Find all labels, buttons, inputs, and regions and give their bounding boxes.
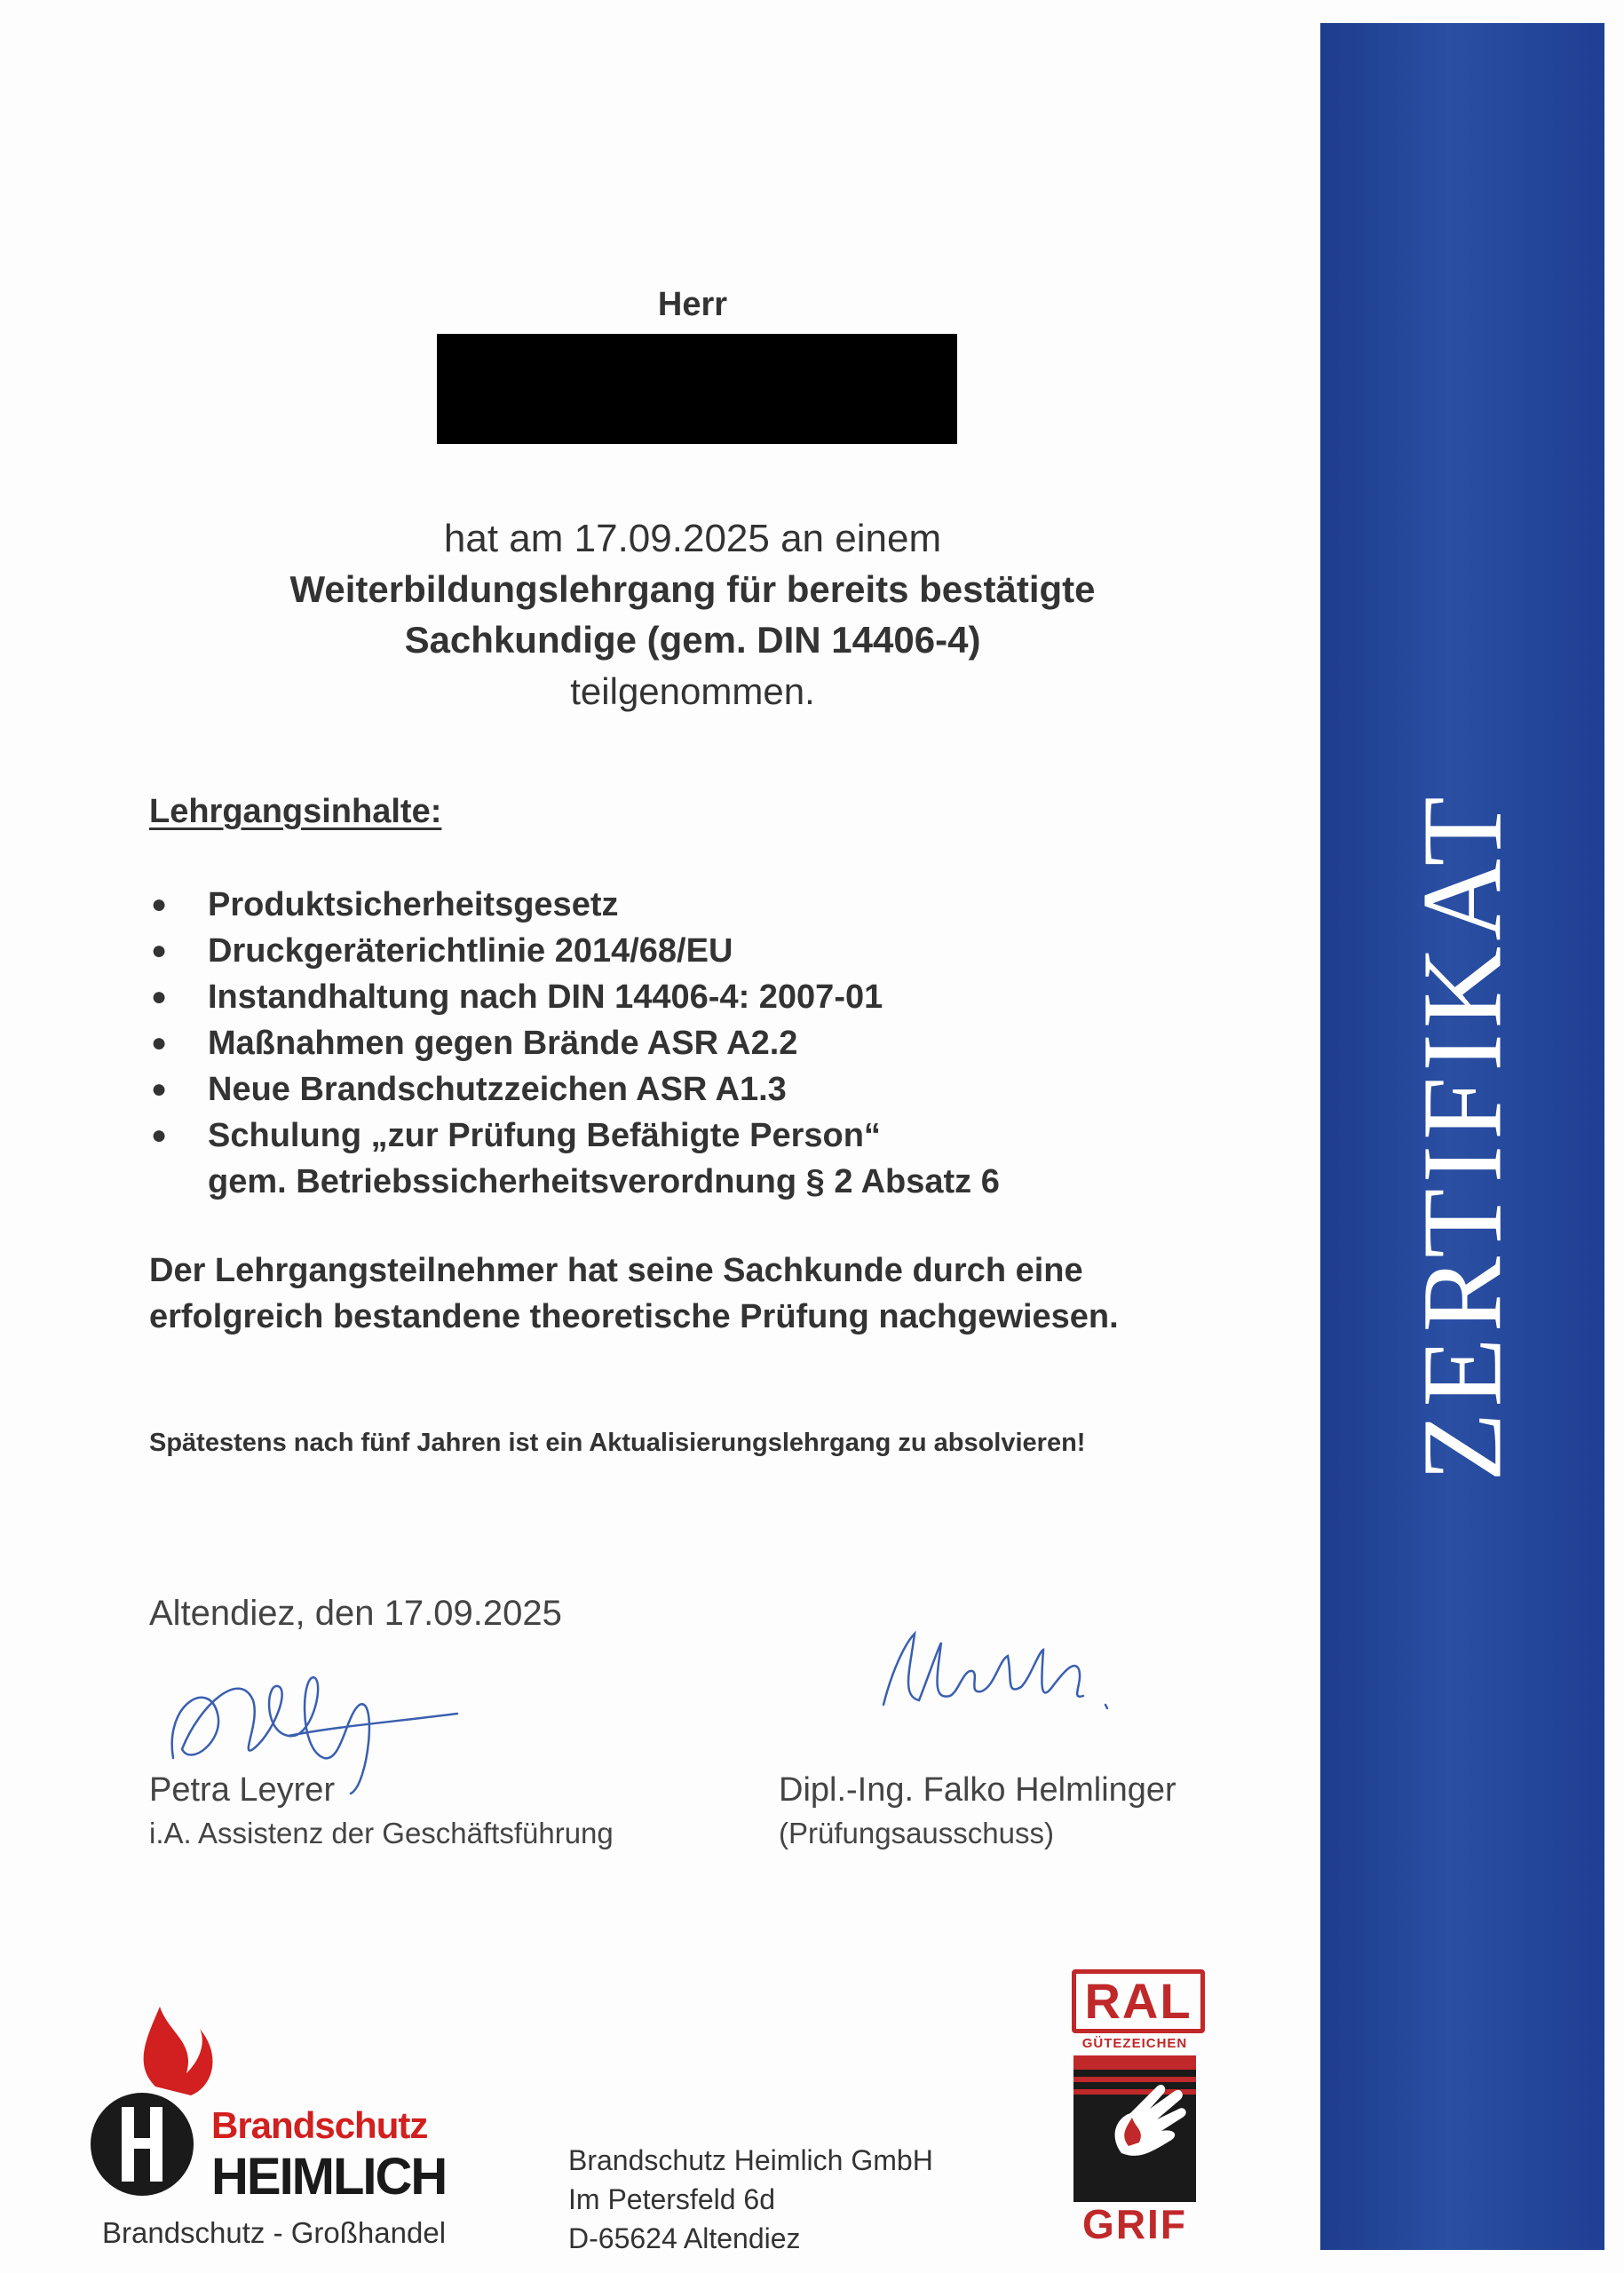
renewal-notice: Spätestens nach fünf Jahren ist ein Aktualisierungslehrgang zu absolvieren! [149, 1429, 1086, 1457]
bullet-icon: ● [151, 1074, 168, 1104]
logo-word-brandschutz: Brandschutz [211, 2104, 428, 2146]
seal-guetezeichen-label: GÜTEZEICHEN [1081, 2036, 1188, 2051]
outro-line: teilgenommen. [570, 670, 815, 712]
list-item: ● Neue Brandschutzzeichen ASR A1.3 [149, 1066, 1215, 1113]
signer-right-name: Dipl.-Ing. Falko Helmlinger [779, 1771, 1176, 1809]
bullet-icon: ● [151, 1028, 168, 1057]
signer-right-role: (Prüfungsausschuss) [779, 1817, 1054, 1849]
signer-left-role: i.A. Assistenz der Geschäftsführung [149, 1817, 614, 1849]
signature-right [866, 1616, 1141, 1740]
course-title-line1: Weiterbildungslehrgang für bereits bestätigte [289, 568, 1096, 610]
contents-list [149, 882, 1215, 1205]
company-tagline: Brandschutz - Großhandel [102, 2216, 447, 2249]
redacted-name-bar [437, 334, 957, 444]
signer-left-name: Petra Leyrer [149, 1771, 336, 1809]
bullet-icon: ● [151, 936, 168, 965]
seal-ral-label: RAL [1072, 1969, 1205, 2033]
proof-statement: Der Lehrgangsteilnehmer hat seine Sachkunde durch eine erfolgreich bestandene theoretische Prüfung nachgewiesen. [149, 1252, 1119, 1335]
intro-line: hat am 17.09.2025 an einem [443, 517, 942, 560]
certificate-title: ZERTIFIKAT [1398, 791, 1525, 1482]
contents-heading: Lehrgangsinhalte: [149, 793, 442, 830]
list-item: ● Maßnahmen gegen Brände ASR A2.2 [149, 1020, 1215, 1066]
salutation: Herr [657, 286, 728, 323]
list-item: ● Druckgeräterichtlinie 2014/68/EU [149, 928, 1215, 974]
logo-word-heimlich: HEIMLICH [211, 2148, 447, 2206]
company-address [568, 2141, 933, 2258]
seal-grif-label: GRIF [1082, 2201, 1187, 2247]
list-item-continuation: gem. Betriebssicherheitsverordnung § 2 Absatz 6 [208, 1163, 1000, 1200]
side-band [1320, 23, 1604, 2250]
bullet-icon: ● [151, 1121, 168, 1150]
list-item: ● Instandhaltung nach DIN 14406-4: 2007-01 [149, 974, 1215, 1020]
bullet-icon: ● [151, 982, 168, 1011]
address-line: Brandschutz Heimlich GmbH [568, 2144, 933, 2176]
list-item: ● Produktsicherheitsgesetz [149, 882, 1215, 928]
list-item: ● Schulung „zur Prüfung Befähigte Person“ [149, 1113, 1215, 1159]
flame-icon [144, 2007, 213, 2095]
address-line: D-65624 Altendiez [568, 2222, 801, 2254]
place-date: Altendiez, den 17.09.2025 [149, 1594, 562, 1633]
bullet-icon: ● [151, 890, 168, 919]
course-title-line2: Sachkundige (gem. DIN 14406-4) [404, 619, 981, 661]
address-line: Im Petersfeld 6d [568, 2183, 775, 2215]
